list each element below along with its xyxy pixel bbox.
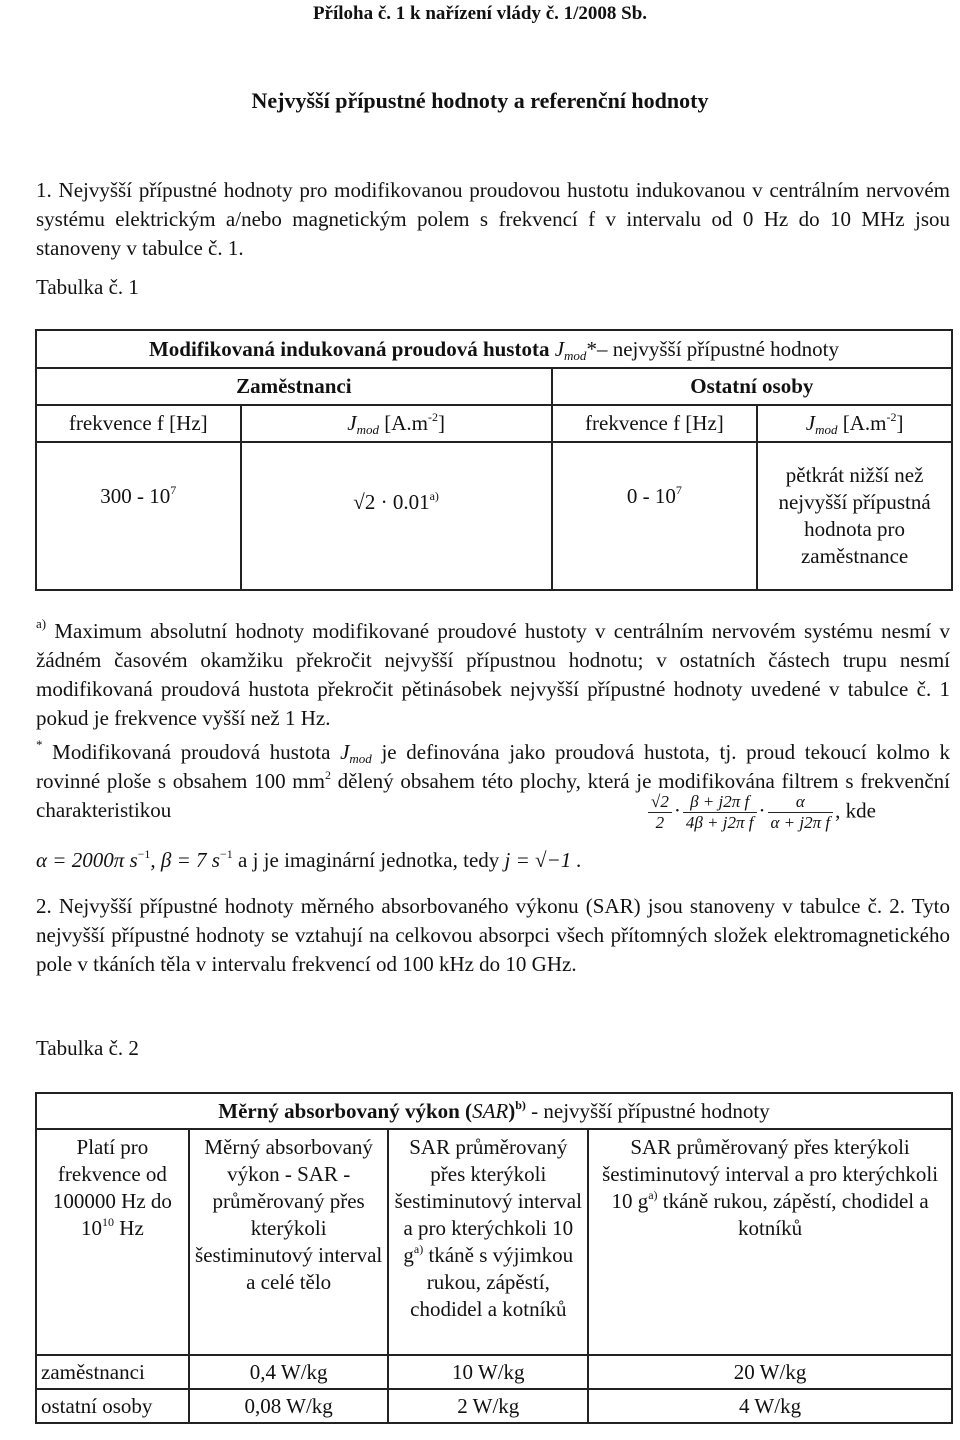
table-2-label: Tabulka č. 2 [36, 1036, 139, 1060]
table-row [36, 1355, 952, 1389]
note-star-line-2: α = 2000π $s^{-1}$, β = 7 $s^{-1}$ a j je imaginární jednotka, tedy j = √−1 . [36, 847, 582, 872]
row-value: 4 W/kg [588, 1389, 952, 1423]
table-1 [35, 329, 953, 591]
note-a-mark: a) [36, 616, 47, 631]
table-2-header-limbs: SAR průměrovaný přes kterýkoli šestiminutový interval a pro kterýchkoli 10 $g^{a)}$ tkáně rukou, zápěstí, chodidel a kotníků [588, 1129, 952, 1355]
table-2 [35, 1092, 953, 1424]
table-row [36, 1389, 952, 1423]
table-2-header-local: SAR průměrovaný přes kterýkoli šestiminutový interval a pro kterýchkoli 10 $g^{a)}$ tkáně s výjimkou rukou, zápěstí, chodidel a kotníků [388, 1129, 588, 1355]
note-star: * Modifikovaná proudová hustota $J_{mod}$ je definována jako proudová hustota, tj. proud tekoucí kolmo k rovinné ploše s obsahem 100 $mm^2$ dělený obsahem této plochy, která je modifikována filtrem s frekvenční charakteristikou [36, 737, 951, 822]
row-value: 20 W/kg [588, 1355, 952, 1389]
employees-jmod-value: $√2 \cdot 0.01^{a)}$ [241, 442, 552, 590]
table-1-label: Tabulka č. 1 [36, 275, 139, 299]
employees-frequency-value: $300 - 10^7$ [36, 442, 241, 590]
row-value: 0,08 W/kg [189, 1389, 389, 1423]
col-frequency-header-others: frekvence f [Hz] [552, 405, 758, 442]
section-2-text: 2. Nejvyšší přípustné hodnoty měrného absorbovaného výkonu (SAR) jsou stanoveny v tabulce č. 2. Tyto nejvyšší přípustné hodnoty se vztahují na celkovou absorpci všech přítomných složek elektromagnetického pole v tkáních těla v intervalu frekvencí od 100 kHz do 10 GHz. [36, 894, 950, 976]
row-label: ostatní osoby [36, 1389, 189, 1423]
row-value: 2 W/kg [388, 1389, 588, 1423]
table-2-header-frequency: Platí pro frekvence od 100000 Hz do $10^{10}$ Hz [36, 1129, 189, 1355]
document-title: Nejvyšší přípustné hodnoty a referenční hodnoty [251, 88, 709, 113]
col-frequency-header: frekvence f [Hz] [36, 405, 241, 442]
table-2-caption: Měrný absorbovaný výkon (SAR)$^{b)}$ - nejvyšší přípustné hodnoty [36, 1093, 952, 1129]
row-value: 0,4 W/kg [189, 1355, 389, 1389]
row-label: zaměstnanci [36, 1355, 189, 1389]
section-1-text: 1. Nejvyšší přípustné hodnoty pro modifikovanou proudovou hustotu indukovanou v centrálním nervovém systému elektrickým a/nebo magnetickým polem s frekvencí f v intervalu od 0 Hz do 10 MHz jsou stanoveny v tabulce č. 1. [36, 178, 950, 260]
note-a [36, 609, 950, 733]
note-a-text: Maximum absolutní hodnoty modifikované proudové hustoty v centrálním nervovém systému nesmí v žádném časovém okamžiku překročit nejvyšší přípustnou hodnotu; v ostatních částech trupu nesmí modifikovaná proudová hustota překročit pětinásobek nejvyšší přípustné hodnoty uvedené v tabulce č. 1 pokud je frekvence vyšší než 1 Hz. [36, 619, 950, 730]
col-jmod-header: $J_{mod}$ $[A.m^{-2}]$ [241, 405, 552, 442]
header-title: Příloha č. 1 k nařízení vlády č. 1/2008 Sb. [312, 3, 648, 24]
group-others-header: Ostatní osoby [552, 368, 952, 405]
others-frequency-value: $0 - 10^7$ [552, 442, 758, 590]
col-jmod-header-others: $J_{mod}$ $[A.m^{-2}]$ [757, 405, 952, 442]
others-jmod-value: pětkrát nižší než nejvyšší přípustná hodnota pro zaměstnance [757, 442, 952, 590]
formula-fraction-1: $\frac{√2}{2}$ [648, 792, 672, 833]
formula-fraction-2: $\frac{\text{β + j2π f}}{\text{4β + j2π f}}$ [683, 792, 757, 833]
table-1-caption: Modifikovaná indukovaná proudová hustota $J_{mod}*-$ nejvyšší přípustné hodnoty [36, 330, 952, 368]
group-employees-header: Zaměstnanci [36, 368, 552, 405]
row-value: 10 W/kg [388, 1355, 588, 1389]
filter-formula: $\frac{√2}{2}$ · $\frac{\text{β + j2π f}}{\text{4β + j2π f}}$ · $\frac{\alpha}{\text{α + j2π f}}$ , kde [646, 792, 876, 833]
table-2-header-whole-body: Měrný absorbovaný výkon - SAR - průměrovaný přes kterýkoli šestiminutový interval a celé tělo [189, 1129, 389, 1355]
formula-fraction-3: $\frac{\alpha}{\text{α + j2π f}}$ [768, 792, 834, 833]
